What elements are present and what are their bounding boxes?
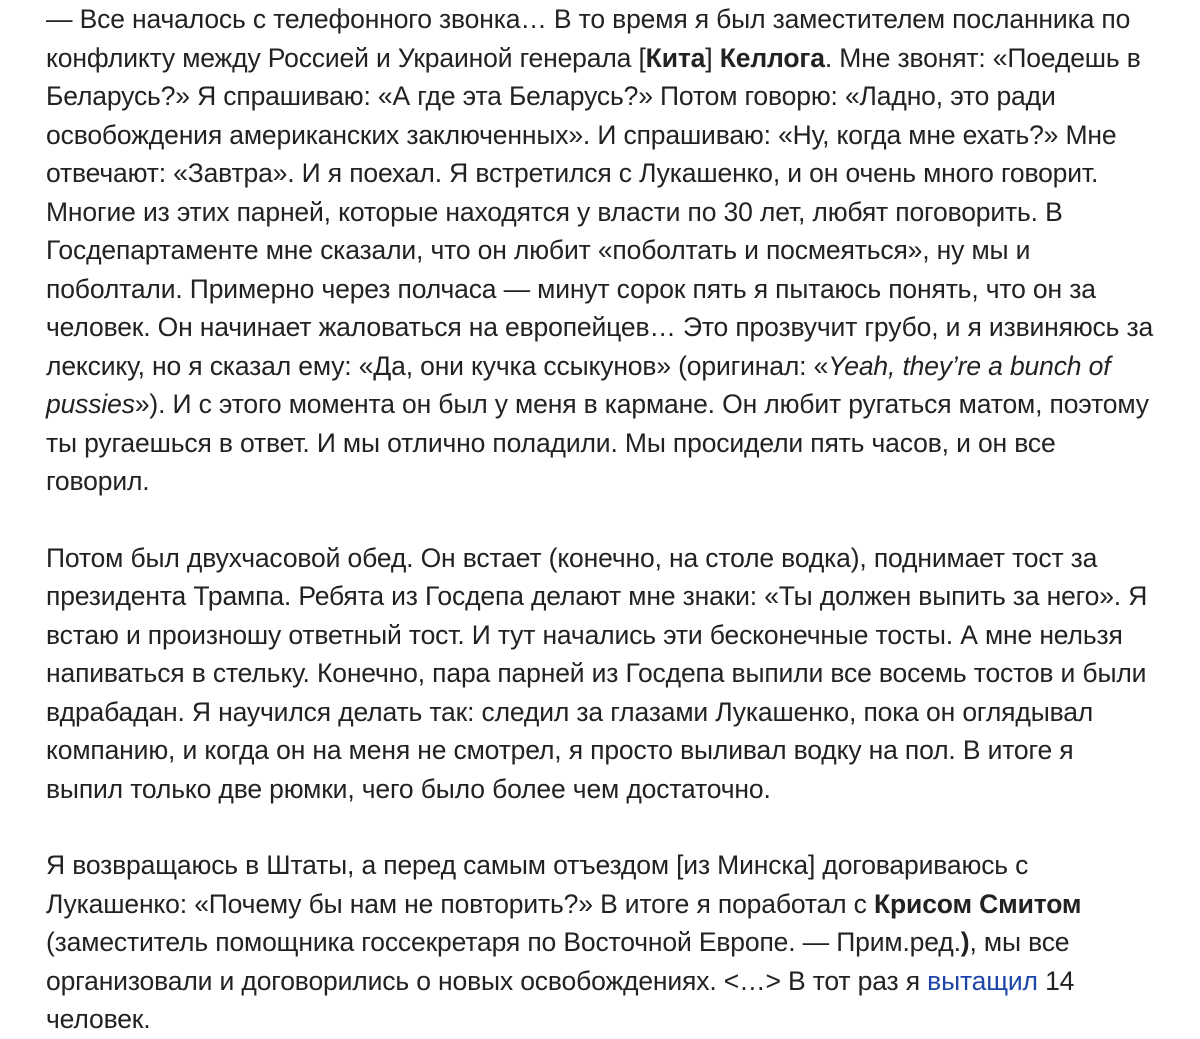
text-run: выпил только две рюмки, чего было более чем достаточно.	[46, 773, 771, 804]
text-run: ]	[705, 42, 720, 73]
text-line	[46, 231, 1158, 270]
text-run: отвечают: «Завтра». И я поехал. Я встретился с Лукашенко, и он очень много говорит.	[46, 158, 1099, 188]
text-line	[46, 154, 1158, 193]
text-run: Потом был двухчасовой обед. Он встает (конечно, на столе водка), поднимает тост за	[46, 542, 1098, 573]
text-run: человек. Он начинает жаловаться на европейцев… Это прозвучит грубо, и я извиняюсь за	[46, 312, 1154, 342]
text-run: Многие из этих парней, которые находятся у власти по 30 лет, любят поговорить. В	[46, 196, 1063, 227]
text-line	[46, 347, 1158, 386]
text-run: (заместитель помощника госсекретаря по Восточной Европе. — Прим.ред.	[46, 927, 961, 957]
text-line	[46, 0, 1158, 39]
text-line	[46, 654, 1158, 693]
text-run: говорил.	[46, 466, 150, 496]
text-line	[46, 424, 1158, 463]
inline-link[interactable]: вытащил	[927, 965, 1038, 996]
article-body	[46, 0, 1158, 1039]
article-paragraph	[46, 0, 1158, 501]
text-run: 14	[1037, 965, 1075, 996]
article-paragraph	[46, 846, 1158, 1039]
bold-name: )	[960, 927, 970, 957]
text-line	[46, 962, 1158, 1001]
text-line	[46, 462, 1158, 501]
text-line	[46, 770, 1158, 809]
text-run: вдрабадан. Я научился делать так: следил за глазами Лукашенко, пока он оглядывал	[46, 696, 1094, 727]
text-run: Лукашенко: «Почему бы нам не повторить?» В итоге я поработал с	[46, 888, 874, 919]
text-line	[46, 77, 1158, 116]
text-line	[46, 1000, 1158, 1039]
italic-quote: Yeah, they’re a bunch of	[828, 350, 1111, 381]
text-line	[46, 693, 1158, 732]
text-run: напиваться в стельку. Конечно, пара парней из Госдепа выпили все восемь тостов и были	[46, 658, 1147, 688]
text-line	[46, 885, 1158, 924]
bold-name: Кита	[645, 42, 706, 73]
text-run: освобождения американских заключенных». И спрашиваю: «Ну, когда мне ехать?» Мне	[46, 119, 1117, 150]
text-line	[46, 270, 1158, 309]
bold-name: Келлога	[719, 42, 825, 73]
text-run: ты ругаешься в ответ. И мы отлично поладили. Мы просидели пять часов, и он все	[46, 427, 1056, 458]
text-line	[46, 39, 1158, 78]
text-run: поболтали. Примерно через полчаса — минут сорок пять я пытаюсь понять, что он за	[46, 273, 1096, 304]
text-run: Я возвращаюсь в Штаты, а перед самым отъездом [из Минска] договариваюсь с	[46, 850, 1029, 880]
text-run: Беларусь?» Я спрашиваю: «А где эта Беларусь?» Потом говорю: «Ладно, это ради	[46, 81, 1056, 111]
text-run: встаю и произношу ответный тост. И тут начались эти бесконечные тосты. А мне нельзя	[46, 619, 1123, 650]
text-line	[46, 577, 1158, 616]
text-line	[46, 731, 1158, 770]
text-line	[46, 116, 1158, 155]
text-line	[46, 193, 1158, 232]
text-run: . Мне звонят: «Поедешь в	[824, 42, 1141, 73]
text-line	[46, 846, 1158, 885]
text-run: Госдепартаменте мне сказали, что он любит «поболтать и посмеяться», ну мы и	[46, 235, 1031, 265]
bold-name: Крисом Смитом	[874, 888, 1082, 919]
text-run: конфликту между Россией и Украиной генерала [	[46, 42, 646, 73]
text-line	[46, 385, 1158, 424]
text-run: »). И с этого момента он был у меня в кармане. Он любит ругаться матом, поэтому	[134, 389, 1149, 419]
text-run: компанию, и когда он на меня не смотрел, я просто выливал водку на пол. В итоге я	[46, 735, 1074, 765]
text-run: , мы все	[969, 927, 1070, 957]
text-line	[46, 616, 1158, 655]
italic-quote: pussies	[46, 389, 135, 419]
text-run: организовали и договорились о новых освобождениях. <…> В тот раз я	[46, 965, 928, 996]
text-run: президента Трампа. Ребята из Госдепа делают мне знаки: «Ты должен выпить за него». Я	[46, 581, 1148, 611]
text-run: лексику, но я сказал ему: «Да, они кучка ссыкунов» (оригинал: «	[46, 350, 829, 381]
text-line	[46, 539, 1158, 578]
text-line	[46, 308, 1158, 347]
text-line	[46, 923, 1158, 962]
text-run: человек.	[46, 1004, 151, 1034]
text-run: — Все началось с телефонного звонка… В то время я был заместителем посланника по	[46, 4, 1131, 34]
article-paragraph	[46, 539, 1158, 809]
